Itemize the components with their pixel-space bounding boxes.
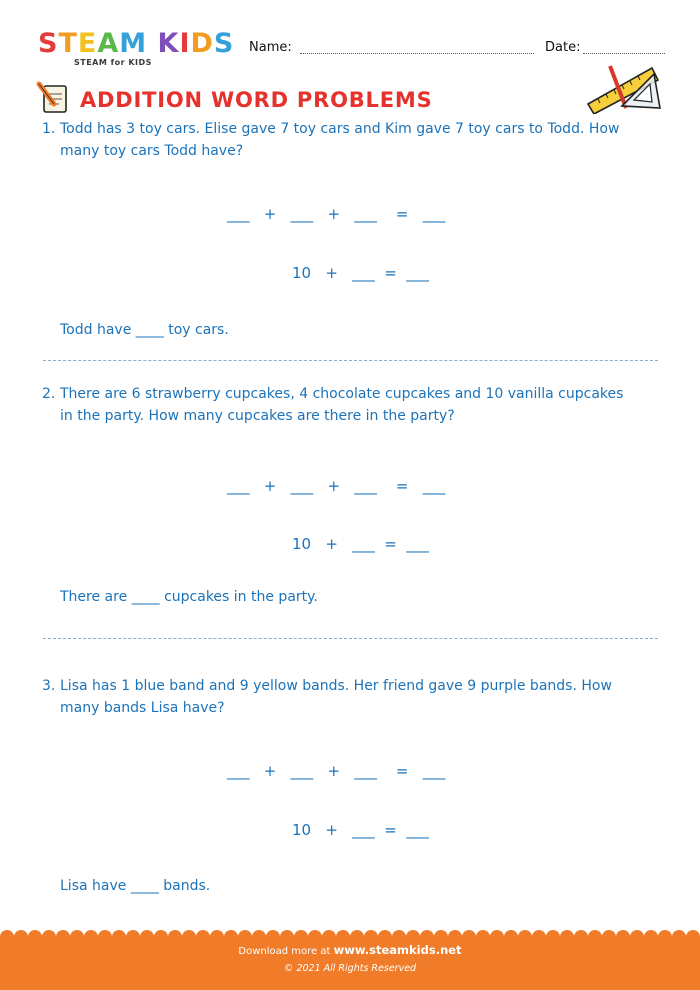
- question-2-text: [42, 383, 672, 427]
- footer-download: [0, 943, 700, 957]
- question-number: 1.: [42, 121, 56, 137]
- question-line: in the party. How many cupcakes are there in the party?: [60, 408, 455, 424]
- name-label: Name:: [249, 40, 292, 55]
- question-1-equation-1[interactable]: ___ + ___ + ___ = ___: [227, 205, 446, 223]
- question-1-equation-2[interactable]: 10 + ___ = ___: [292, 264, 429, 282]
- ruler-set-square-icon: [582, 60, 666, 114]
- date-label: Date:: [545, 40, 581, 55]
- question-3-equation-2[interactable]: 10 + ___ = ___: [292, 821, 429, 839]
- question-1-text: [42, 118, 672, 162]
- footer-site-link[interactable]: www.steamkids.net: [333, 943, 462, 957]
- page-title: ADDITION WORD PROBLEMS: [80, 88, 433, 112]
- logo-letter: S: [213, 28, 235, 59]
- divider: [43, 638, 658, 639]
- question-3-text: [42, 675, 672, 719]
- question-line: Lisa has 1 blue band and 9 yellow bands. Her friend gave 9 purple bands. How: [60, 678, 612, 694]
- logo-letter: A: [97, 28, 120, 59]
- logo-letter: M: [119, 28, 148, 59]
- question-2-equation-2[interactable]: 10 + ___ = ___: [292, 535, 429, 553]
- logo-subtitle: STEAM for KIDS: [74, 58, 152, 67]
- date-field[interactable]: [583, 52, 665, 54]
- question-2-answer[interactable]: There are ____ cupcakes in the party.: [60, 589, 318, 605]
- question-line: many toy cars Todd have?: [60, 143, 244, 159]
- logo-wordmark: [38, 30, 238, 57]
- logo-letter: D: [190, 28, 214, 59]
- question-3-equation-1[interactable]: ___ + ___ + ___ = ___: [227, 762, 446, 780]
- footer-download-prefix: Download more at: [238, 946, 331, 957]
- divider: [43, 360, 658, 361]
- question-number: 2.: [42, 386, 56, 402]
- question-line: many bands Lisa have?: [60, 700, 225, 716]
- question-line: There are 6 strawberry cupcakes, 4 chocolate cupcakes and 10 vanilla cupcakes: [60, 386, 624, 402]
- notepad-pencil-icon: [36, 80, 72, 114]
- logo-letter: T: [58, 28, 78, 59]
- logo-letter: [147, 28, 157, 59]
- question-2-equation-1[interactable]: ___ + ___ + ___ = ___: [227, 477, 446, 495]
- logo-letter: S: [38, 28, 59, 59]
- question-3-answer[interactable]: Lisa have ____ bands.: [60, 878, 211, 894]
- logo-letter: I: [179, 28, 191, 59]
- question-1-answer[interactable]: Todd have ____ toy cars.: [60, 322, 229, 338]
- logo-letter: K: [157, 28, 180, 59]
- logo-letter: E: [77, 28, 98, 59]
- steam-kids-logo: [38, 30, 238, 70]
- footer-copyright: © 2021 All Rights Reserved: [283, 963, 417, 974]
- name-field[interactable]: [300, 52, 534, 54]
- question-line: Todd has 3 toy cars. Elise gave 7 toy cars and Kim gave 7 toy cars to Todd. How: [60, 121, 620, 137]
- question-number: 3.: [42, 678, 56, 694]
